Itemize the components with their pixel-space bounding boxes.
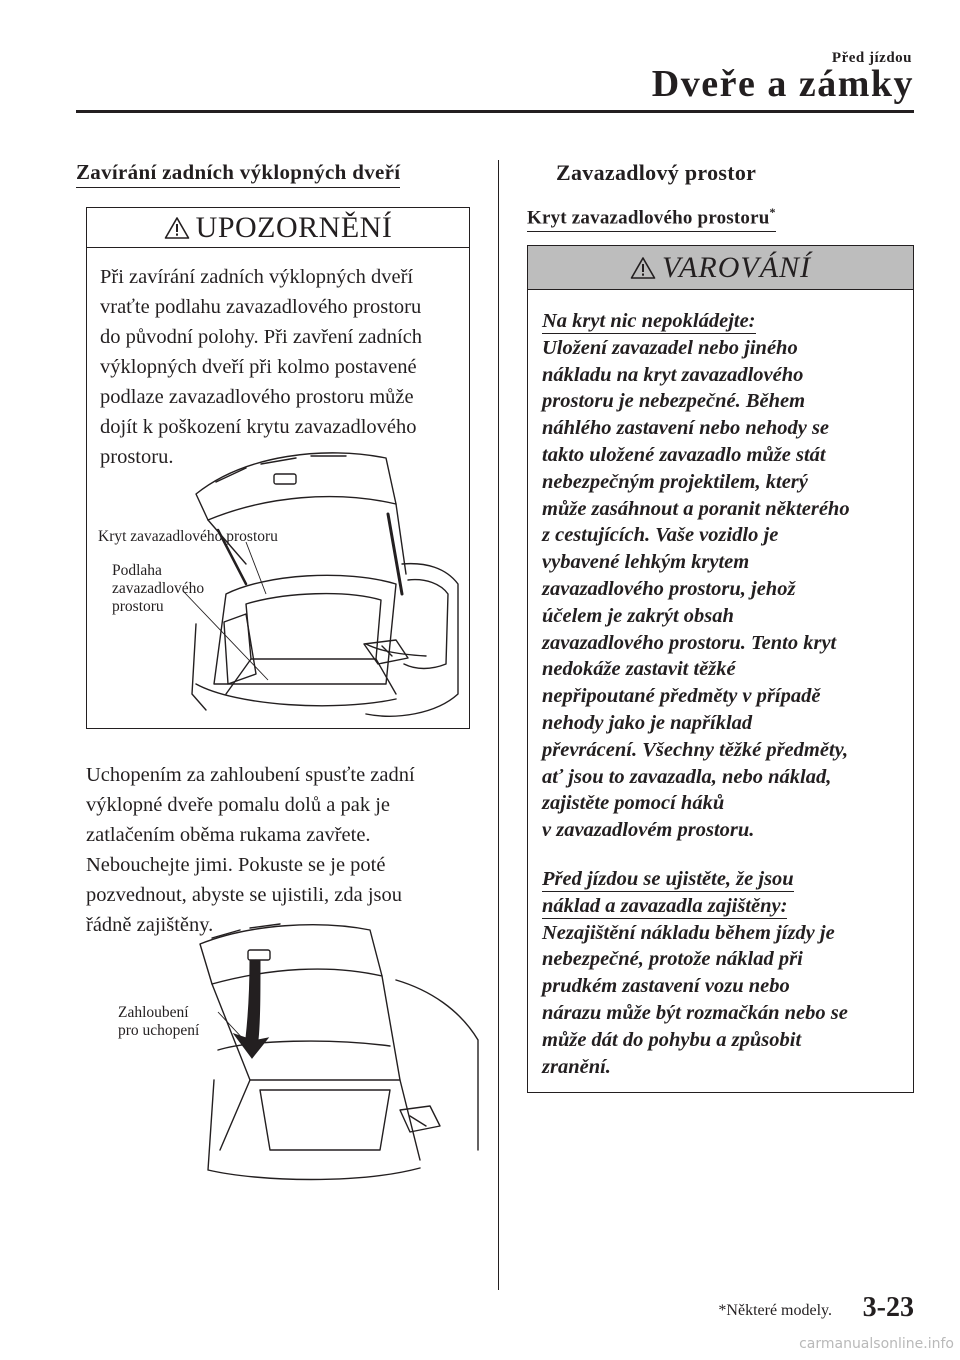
caution-line: prostoru. xyxy=(100,446,174,468)
page-number: 3-23 xyxy=(862,1292,914,1323)
warning-line: náhlého zastavení nebo nehody se xyxy=(542,417,830,440)
warning-line: nárazu může být rozmačkán nebo se xyxy=(542,1001,848,1024)
warning-line: Uložení zavazadel nebo jiného xyxy=(542,336,798,359)
warning-line: nehody jako je například xyxy=(542,711,753,734)
car-rear-closing-illustration xyxy=(100,920,480,1190)
warning-line: nedokáže zastavit těžké xyxy=(542,658,736,681)
warning-line: nepřipoutané předměty v případě xyxy=(542,685,821,708)
warning-header xyxy=(528,246,913,290)
warning-line: prostoru je nebezpečné. Během xyxy=(542,390,806,413)
warning-line: ať jsou to zavazadla, nebo náklad, xyxy=(542,765,832,788)
body-line: řádně zajištěny. xyxy=(86,914,214,936)
footnote: *Některé modely. xyxy=(718,1302,832,1319)
warning-label: VAROVÁNÍ xyxy=(661,250,812,284)
warning-line: takto uložené zavazadlo může stát xyxy=(542,443,826,466)
label-cargo-cover: Kryt zavazadlového prostoru xyxy=(98,528,278,545)
body-line: pozvednout, abyste se ujistili, zda jsou xyxy=(86,884,402,906)
subsection-title-cargo-cover: Kryt zavazadlového prostoru* xyxy=(527,205,776,232)
warning-box xyxy=(527,245,914,1093)
watermark: carmanualsonline.info xyxy=(799,1336,954,1352)
warning-line: vybavené lehkým krytem xyxy=(542,551,750,574)
caution-line: Při zavírání zadních výklopných dveří xyxy=(100,266,414,288)
warning-line: zranění. xyxy=(542,1055,611,1078)
warning-line: zajistěte pomocí háků xyxy=(542,792,725,815)
body-line: Uchopením za zahloubení spusťte zadní xyxy=(86,764,415,786)
warning-line: prudkém zastavení vozu nebo xyxy=(542,975,790,998)
caution-line: vraťte podlahu zavazadlového prostoru xyxy=(100,296,422,318)
warning-line: nákladu na kryt zavazadlového xyxy=(542,363,804,386)
caution-line: do původní polohy. Při zavření zadních xyxy=(100,326,423,348)
closing-instructions xyxy=(86,760,486,940)
warning-line: nebezpečným projektilem, který xyxy=(542,470,808,493)
warning-triangle-icon xyxy=(630,256,656,280)
warning-line: účelem je zakrýt obsah xyxy=(542,604,734,627)
caution-header xyxy=(87,208,469,248)
label-cargo-floor: Podlaha zavazadlového prostoru xyxy=(112,562,205,615)
arrow-down-icon xyxy=(234,960,268,1058)
running-header-title: Dveře a zámky xyxy=(651,63,914,105)
warning-text xyxy=(528,290,913,1080)
section-title-cargo-room: Zavazadlový prostor xyxy=(556,160,757,185)
warning-line: nebezpečné, protože náklad při xyxy=(542,948,803,971)
body-line: výklopné dveře pomalu dolů a pak je xyxy=(86,794,390,816)
caution-line: podlaze zavazadlového prostoru může xyxy=(100,386,414,408)
warning-line: zavazadlového prostoru, jehož xyxy=(542,577,796,600)
body-line: Nebouchejte jimi. Pokuste se je poté xyxy=(86,854,386,876)
header-rule xyxy=(76,110,914,113)
warning-line: z cestujících. Vaše vozidlo je xyxy=(542,524,779,547)
figure-liftgate-grip-recess xyxy=(100,920,480,1190)
caution-line: dojít k poškození krytu zavazadlového xyxy=(100,416,417,438)
caution-label: UPOZORNĚNÍ xyxy=(195,210,393,244)
warning-line: převrácení. Všechny těžké předměty, xyxy=(542,738,849,761)
figure-open-liftgate-cargo-floor xyxy=(96,444,460,720)
paragraph-gap xyxy=(542,844,903,866)
warning-line: zavazadlového prostoru. Tento kryt xyxy=(542,631,837,654)
caution-text xyxy=(87,248,469,472)
warning-para2-heading: Před jízdou se ujistěte, že jsou xyxy=(542,867,794,890)
warning-para2-heading: náklad a zavazadla zajištěny: xyxy=(542,894,788,917)
running-header-subtitle: Před jízdou xyxy=(831,50,912,66)
warning-line: může zasáhnout a poranit některého xyxy=(542,497,850,520)
body-line: zatlačením oběma rukama zavřete. xyxy=(86,824,371,846)
warning-line: Nezajištění nákladu během jízdy je xyxy=(542,921,835,944)
warning-line: v zavazadlovém prostoru. xyxy=(542,819,755,842)
column-divider xyxy=(498,160,499,1290)
caution-line: výklopných dveří při kolmo postavené xyxy=(100,356,417,378)
warning-line: může dát do pohybu a způsobit xyxy=(542,1028,802,1051)
section-title-closing-liftgate: Zavírání zadních výklopných dveří xyxy=(76,160,400,188)
left-column xyxy=(76,160,470,188)
warning-triangle-icon xyxy=(164,216,190,240)
label-grip-recess: Zahloubení pro uchopení xyxy=(118,1004,200,1039)
warning-para1-heading: Na kryt nic nepokládejte: xyxy=(542,310,756,332)
